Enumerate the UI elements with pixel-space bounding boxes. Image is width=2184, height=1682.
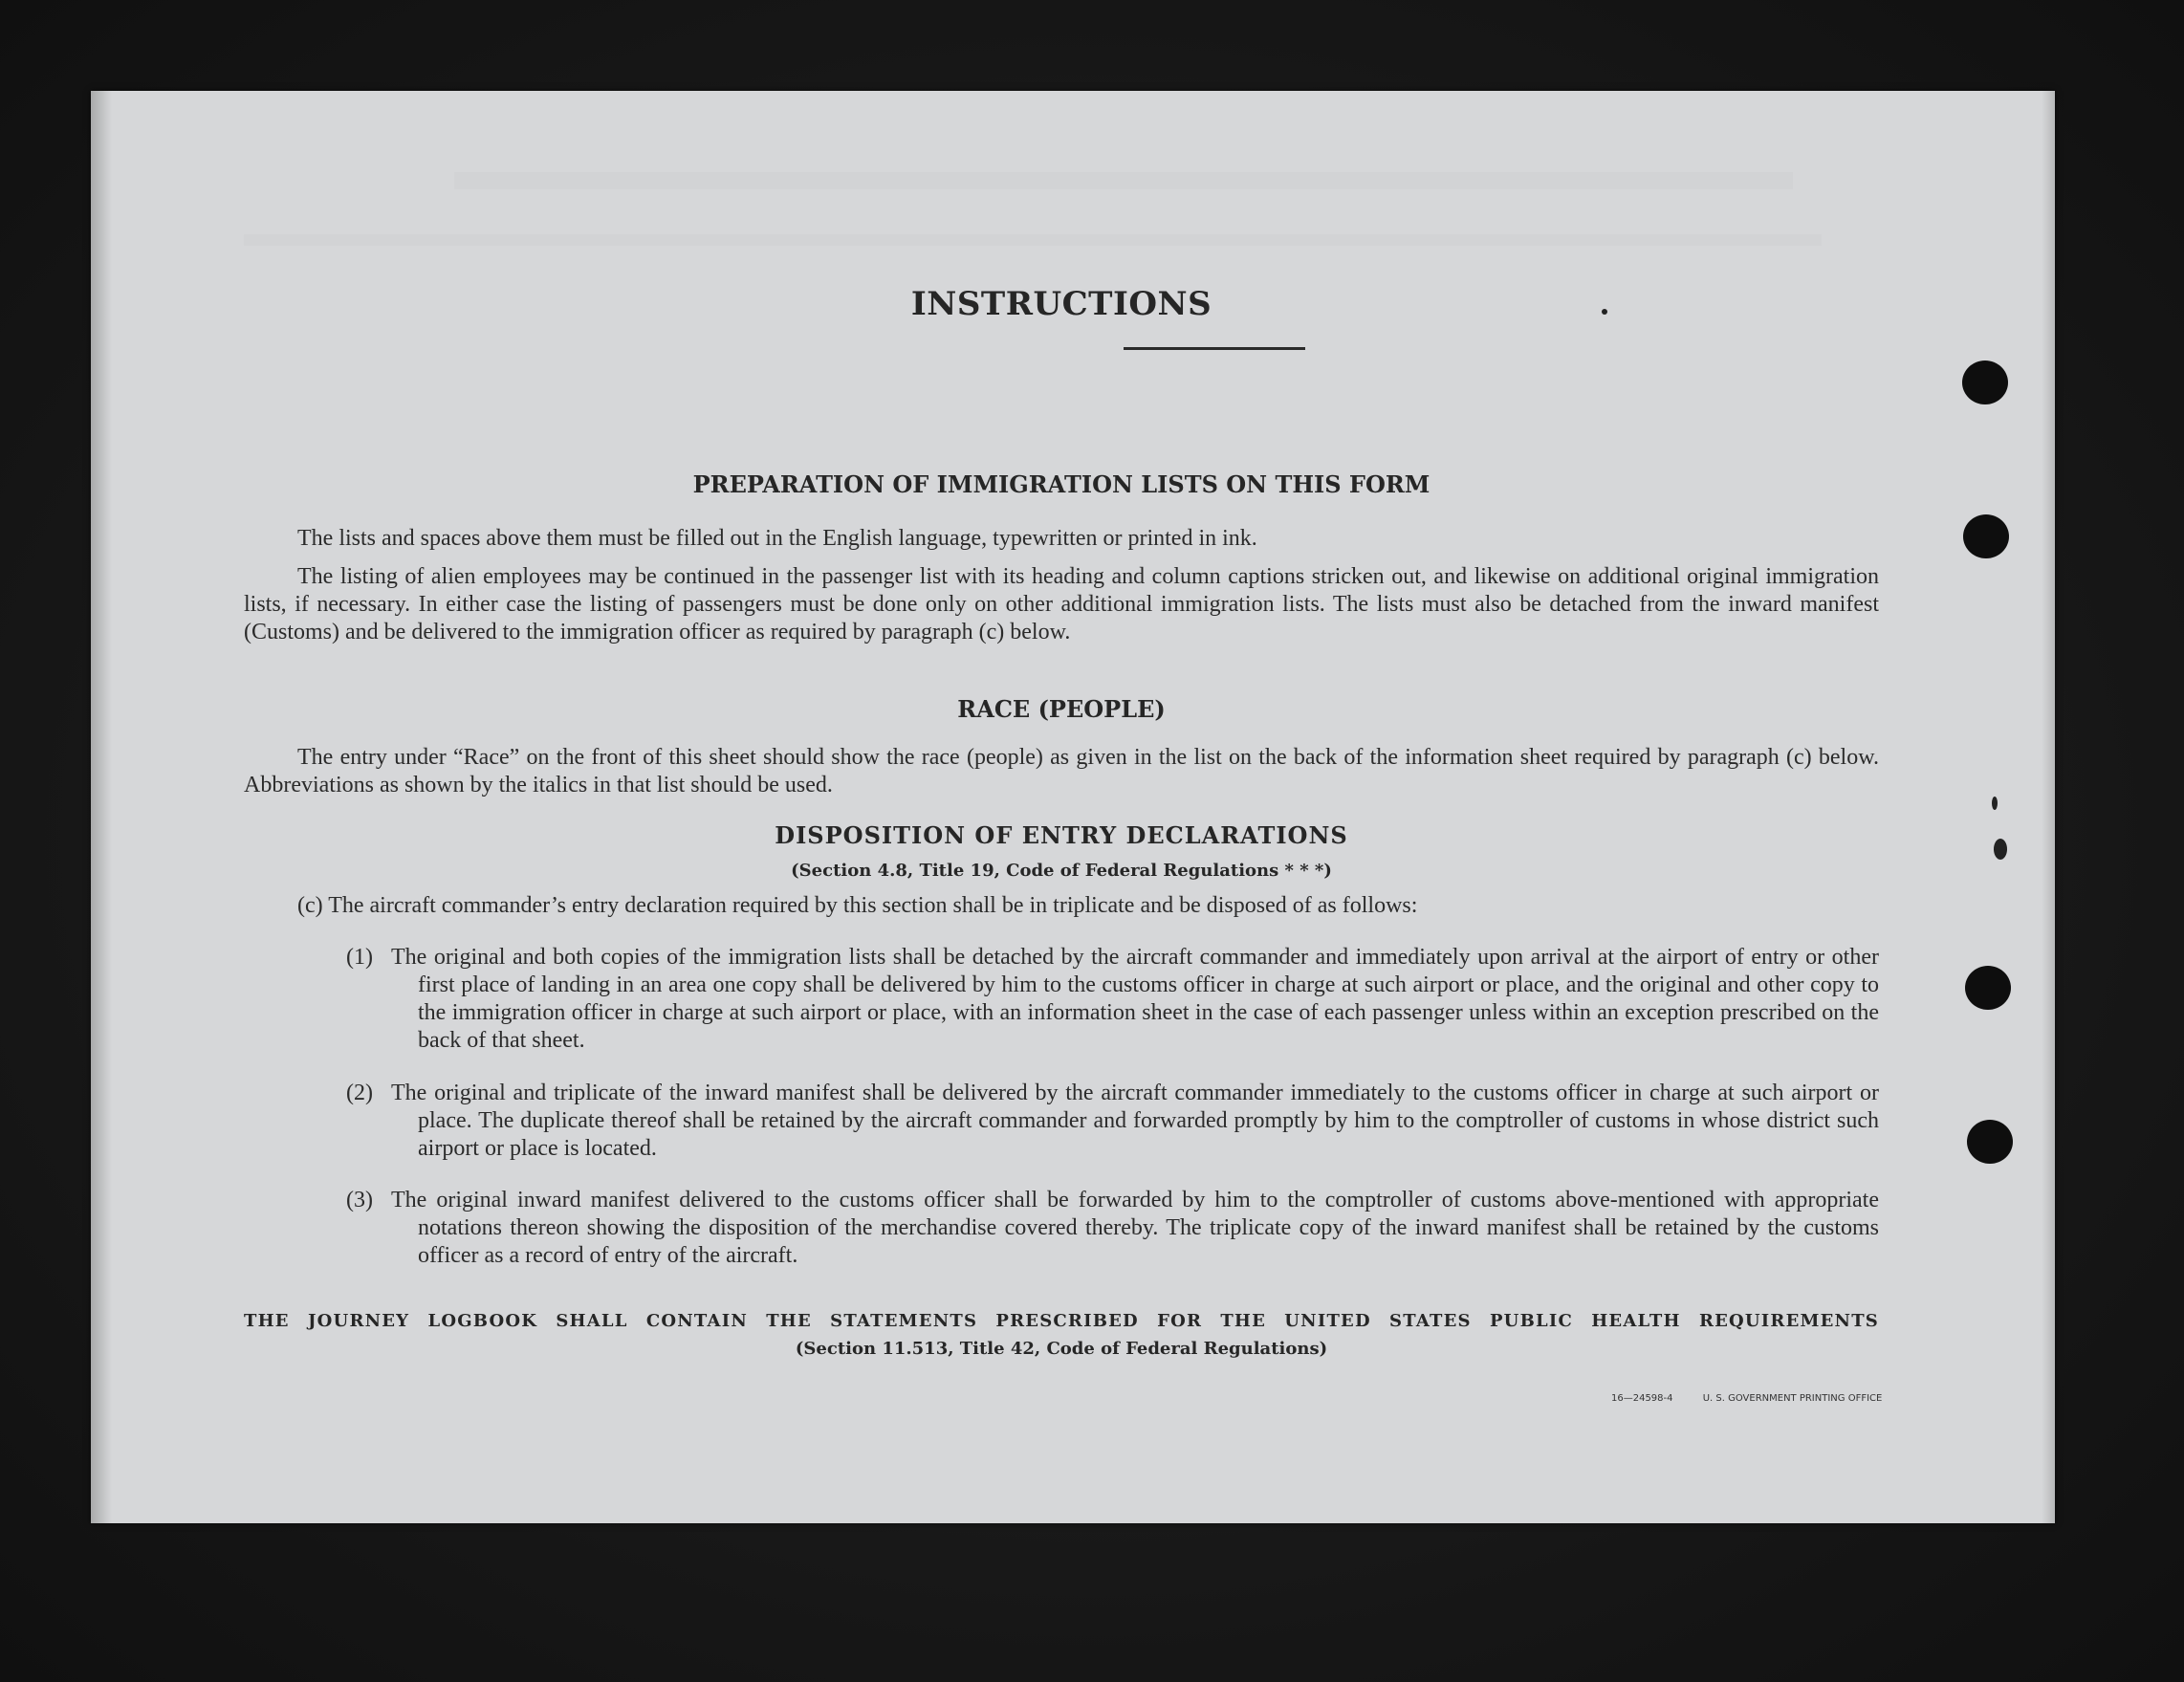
punch-hole xyxy=(1965,966,2011,1010)
page-title: INSTRUCTIONS xyxy=(910,285,1212,323)
punch-hole xyxy=(1962,360,2008,404)
item-text: The original and triplicate of the inward manifest shall be delivered by the aircraft commander immediately to the customs officer in charge at such airport or place. The duplicate thereof shall be retained by the aircraft commander and forwarded promptly by him to the comptroller of customs in whose district such airport or place is located. xyxy=(391,1081,1879,1161)
form-number: 16—24598-4 xyxy=(1611,1393,1673,1404)
item-number: (1) xyxy=(346,945,373,970)
preparation-paragraph-2: The listing of alien employees may be continued in the passenger list with its heading and column captions stricken out, and likewise on additional original immigration lists, if necessary. In either case the listing of passengers must be done only on other additional immigration lists. The lists must also be detached from the inward manifest (Customs) and be delivered to the immigration officer as required by paragraph (c) below. xyxy=(244,564,1879,644)
race-paragraph: The entry under “Race” on the front of this sheet should show the race (people) as given in the list on the back of the information sheet required by paragraph (c) below. Abbreviations as shown by the italics in that list should be used. xyxy=(244,745,1879,797)
item-text: The original and both copies of the immigration lists shall be detached by the aircraft commander and immediately upon arrival at the airport of entry or other first place of landing in an area one copy shall be delivered by him to the customs officer in charge at such airport or place, and the original and other copy to the immigration officer in charge at such airport or place, with an information sheet in the case of each passenger unless within an exception prescribed on the back of that sheet. xyxy=(391,945,1879,1053)
printer-name: U. S. GOVERNMENT PRINTING OFFICE xyxy=(1702,1393,1883,1404)
printer-imprint xyxy=(1611,1393,1909,1404)
preparation-paragraph-1: The lists and spaces above them must be filled out in the English language, typewritten or printed in ink. xyxy=(297,526,1257,551)
disposition-intro-text: The aircraft commander’s entry declaration required by this section shall be in triplicate and be disposed of as follows: xyxy=(328,893,1418,918)
punch-hole xyxy=(1963,514,2009,558)
item-text: The original inward manifest delivered to the customs officer shall be forwarded by him to the comptroller of customs above-mentioned with appropriate notations thereon showing the disposition of the merchandise covered thereby. The triplicate copy of the inward manifest shall be retained by the customs officer as a record of entry of the aircraft. xyxy=(391,1188,1879,1268)
bleed-through-band xyxy=(454,172,1793,189)
title-underline xyxy=(1124,347,1305,350)
disposition-item-3 xyxy=(346,1187,1879,1270)
disposition-item-1 xyxy=(346,944,1879,1055)
disposition-subheading: (Section 4.8, Title 19, Code of Federal Regulations * * *) xyxy=(791,861,1332,881)
bleed-through-band xyxy=(244,234,1822,246)
disposition-intro xyxy=(297,892,1879,920)
disposition-item-2 xyxy=(346,1080,1879,1163)
item-number: (3) xyxy=(346,1188,373,1212)
preparation-heading: PREPARATION OF IMMIGRATION LISTS ON THIS FORM xyxy=(692,470,1431,498)
footer-statement: THE JOURNEY LOGBOOK SHALL CONTAIN THE STATEMENTS PRESCRIBED FOR THE UNITED STATES PUBLIC HEALTH REQUIREMENTS xyxy=(244,1311,1879,1331)
item-number: (2) xyxy=(346,1081,373,1105)
footer-citation: (Section 11.513, Title 42, Code of Federal Regulations) xyxy=(795,1339,1328,1359)
ink-speck xyxy=(1994,839,2007,860)
disposition-heading: DISPOSITION OF ENTRY DECLARATIONS xyxy=(775,821,1348,849)
document-sheet xyxy=(91,91,2055,1523)
ink-speck xyxy=(1992,797,1998,810)
punch-hole xyxy=(1967,1120,2013,1164)
disposition-intro-label: (c) xyxy=(297,893,323,918)
race-heading: RACE (PEOPLE) xyxy=(957,695,1166,723)
